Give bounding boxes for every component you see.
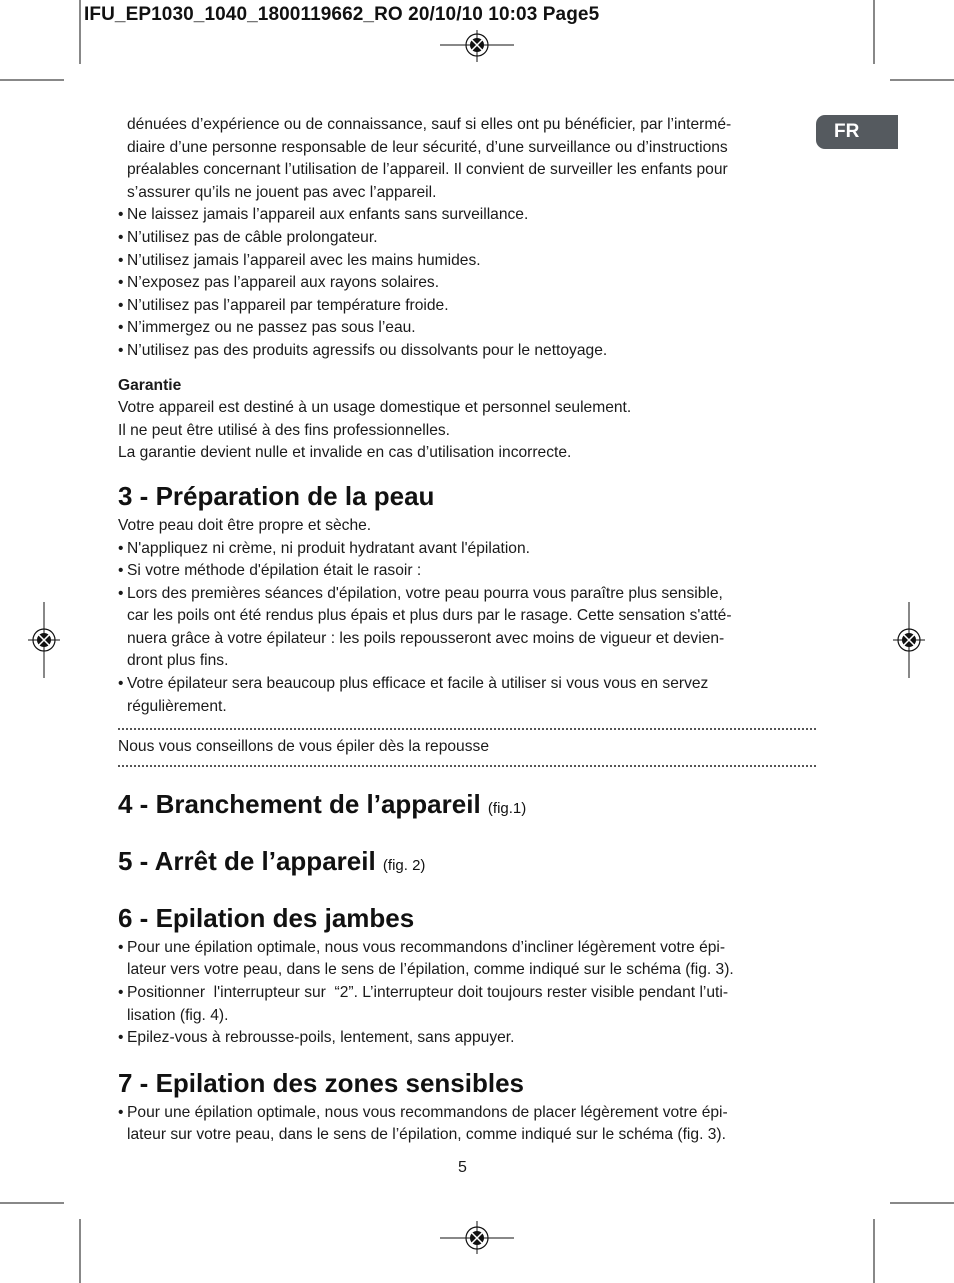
list-item: • Positionner l'interrupteur sur “2”. L’interrupteur doit toujours rester visible pendant l’uti- lisation (fig. 4).: [118, 982, 818, 1027]
warranty-section: [118, 375, 818, 465]
section-4-title: 4 - Branchement de l’appareil: [118, 788, 481, 819]
section-7-heading: 7 - Epilation des zones sensibles: [118, 1067, 525, 1098]
list-item: • N'appliquez ni crème, ni produit hydratant avant l'épilation.: [118, 538, 818, 561]
list-item: • Si votre méthode d'épilation était le rasoir :: [118, 560, 818, 583]
list-item: • Votre épilateur sera beaucoup plus efficace et facile à utiliser si vous vous en servez régulièrement.: [118, 673, 818, 718]
intro-line: diaire d’une personne responsable de leur sécurité, d’une surveillance ou d’instructions: [127, 138, 728, 156]
section-3-heading: 3 - Préparation de la peau: [118, 480, 435, 511]
list-item: • N’immergez ou ne passez pas sous l’eau.: [118, 317, 818, 340]
list-item: • N’exposez pas l’appareil aux rayons solaires.: [118, 272, 818, 295]
safety-list: [118, 204, 818, 362]
intro-line: préalables concernant l’utilisation de l’appareil. Il convient de surveiller les enfants pour: [127, 161, 728, 179]
warranty-line: La garantie devient nulle et invalide en cas d’utilisation incorrecte.: [118, 444, 572, 462]
intro-line: dénuées d’expérience ou de connaissance, sauf si elles ont pu bénéficier, par l’intermé-: [127, 116, 732, 133]
list-item: • N’utilisez pas de câble prolongateur.: [118, 227, 818, 250]
document-body: [118, 114, 818, 1147]
section-3-intro: Votre peau doit être propre et sèche.: [118, 516, 372, 534]
figure-reference: (fig.1): [487, 799, 527, 817]
language-tab: FR: [816, 115, 898, 149]
list-item: • N’utilisez pas des produits agressifs ou dissolvants pour le nettoyage.: [118, 340, 818, 363]
section-5-heading: [118, 844, 818, 883]
list-item: • Ne laissez jamais l’appareil aux enfants sans surveillance.: [118, 204, 818, 227]
page-number: 5: [458, 1159, 467, 1176]
warranty-line: Votre appareil est destiné à un usage domestique et personnel seulement.: [118, 399, 632, 417]
tip-callout: Nous vous conseillons de vous épiler dès la repousse: [118, 738, 489, 756]
list-item: • N’utilisez jamais l’appareil avec les mains humides.: [118, 250, 818, 273]
section-7-list: [118, 1102, 818, 1147]
list-item: • Pour une épilation optimale, nous vous recommandons d’incliner légèrement votre épi- lateur vers votre peau, dans le sens de l’épilation, comme indiqué sur le schéma (fig. 3).: [118, 937, 818, 982]
warranty-line: Il ne peut être utilisé à des fins professionnelles.: [118, 421, 450, 439]
section-6-list: [118, 937, 818, 1050]
section-4-heading: [118, 787, 818, 826]
figure-reference: (fig. 2): [382, 856, 426, 874]
section-6-heading: 6 - Epilation des jambes: [118, 902, 415, 933]
warranty-title: Garantie: [118, 376, 182, 394]
intro-line: s’assurer qu’ils ne jouent pas avec l’appareil.: [127, 183, 437, 201]
list-item: • N’utilisez pas l’appareil par température froide.: [118, 295, 818, 318]
section-3-list: [118, 538, 818, 719]
print-slug: IFU_EP1030_1040_1800119662_RO 20/10/10 10:03 Page5: [84, 4, 600, 25]
list-item: • Epilez-vous à rebrousse-poils, lentement, sans appuyer.: [118, 1027, 818, 1050]
list-item: • Lors des premières séances d'épilation, votre peau pourra vous paraître plus sensible, car les poils ont été rendus plus épais et plus durs par le rasage. Cette sensation s'atté- nuera grâce à votre épilateur : les poils repousseront avec moins de vigueur et devien- dront plus fins.: [118, 583, 818, 673]
intro-paragraph: [118, 114, 818, 204]
section-5-title: 5 - Arrêt de l’appareil: [118, 845, 376, 876]
list-item: • Pour une épilation optimale, nous vous recommandons de placer légèrement votre épi- lateur sur votre peau, dans le sens de l’épilation, comme indiqué sur le schéma (fig. 3).: [118, 1102, 818, 1147]
